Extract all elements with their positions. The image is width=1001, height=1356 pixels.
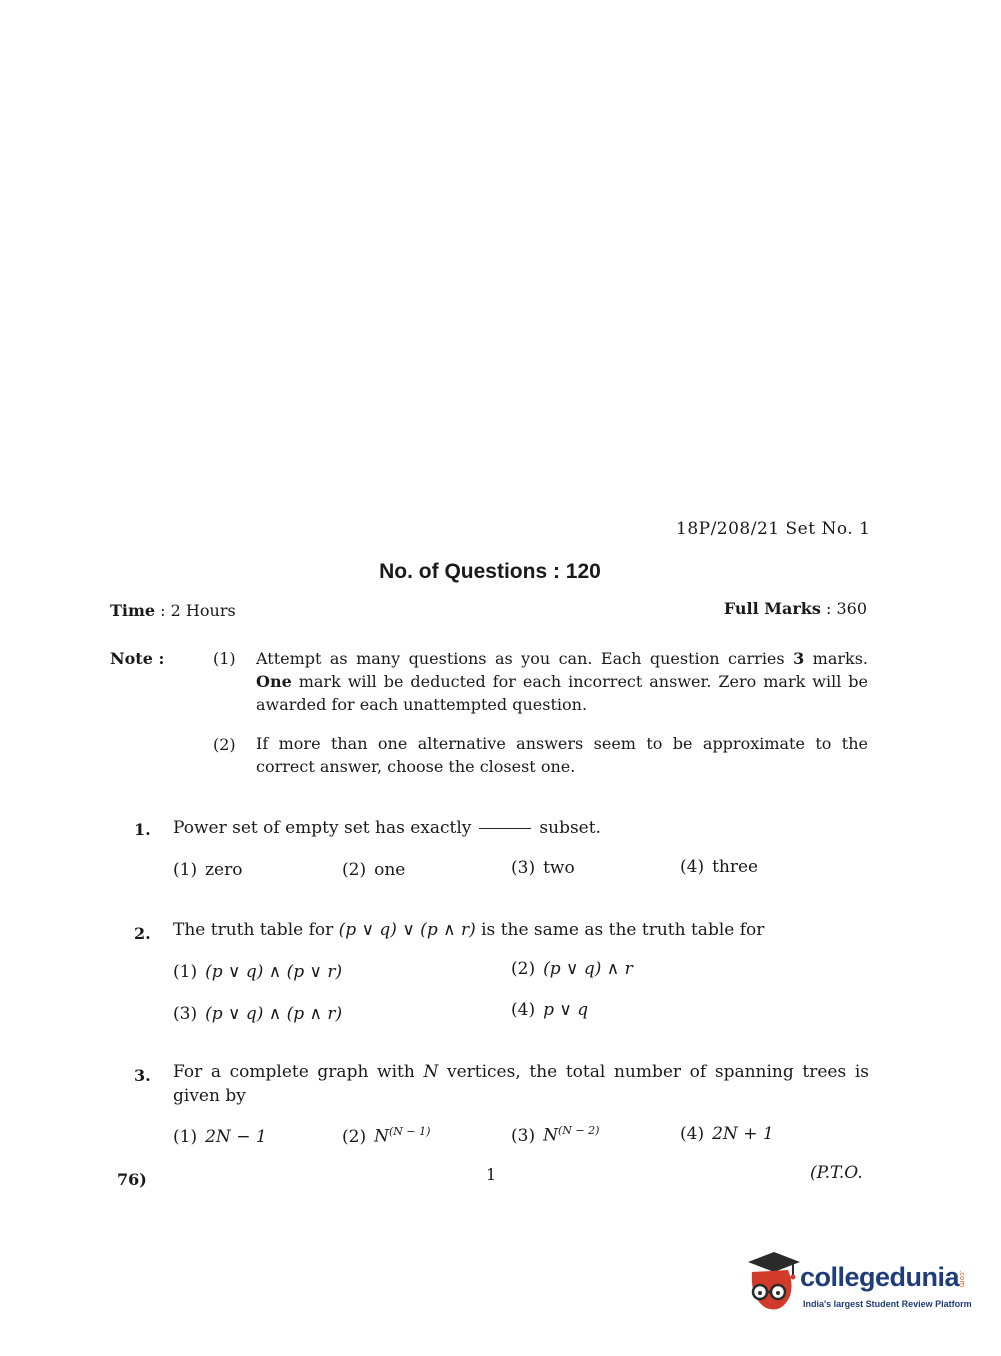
option xyxy=(511,1124,599,1146)
option-text: p ∨ q xyxy=(543,1000,589,1020)
option-text: 2N − 1 xyxy=(205,1127,267,1147)
option-base: N xyxy=(374,1126,389,1147)
option xyxy=(511,858,575,878)
question-text-part: subset. xyxy=(539,818,601,838)
option xyxy=(173,962,342,982)
option-number: (3) xyxy=(173,1004,198,1024)
note-text-part: marks. xyxy=(804,649,869,668)
question-text-part: Power set of empty set has exactly xyxy=(173,818,472,838)
option-base: N xyxy=(543,1125,558,1146)
option-number: (3) xyxy=(511,1125,536,1146)
question-text xyxy=(173,816,869,840)
brand-name: collegedunia xyxy=(800,1262,960,1292)
note-bold-one: One xyxy=(256,672,292,691)
collegedunia-logo-icon xyxy=(740,1248,802,1318)
question-text xyxy=(173,1060,869,1108)
question-text-part: The truth table for xyxy=(173,920,339,940)
option xyxy=(511,959,633,979)
question-number: 2. xyxy=(134,924,151,943)
question-number: 3. xyxy=(134,1066,151,1085)
option-text: two xyxy=(543,858,575,878)
question-text-part: For a complete graph with xyxy=(173,1062,424,1082)
option xyxy=(680,857,758,877)
option-number: (1) xyxy=(173,860,198,880)
math-variable: N xyxy=(423,1062,439,1082)
option-exponent: (N − 2) xyxy=(557,1124,600,1137)
time-info xyxy=(110,601,236,620)
question-text-part: vertices, the total number of spanning trees is given by xyxy=(173,1062,869,1106)
option xyxy=(511,1000,588,1020)
option-text: (p ∨ q) ∧ r xyxy=(543,959,633,979)
option-text: (p ∨ q) ∧ (p ∨ r) xyxy=(205,962,343,982)
option-text: zero xyxy=(205,860,243,880)
time-value: : 2 Hours xyxy=(155,601,236,620)
answer-blank xyxy=(479,828,531,829)
option-text: three xyxy=(712,857,759,877)
option-number: (2) xyxy=(342,1126,367,1147)
option-text: (p ∨ q) ∧ (p ∧ r) xyxy=(205,1004,343,1024)
option xyxy=(173,1004,342,1024)
paper-code: 18P/208/21 Set No. 1 xyxy=(676,519,871,539)
note-label: Note : xyxy=(110,649,165,668)
brand-suffix: .com xyxy=(958,1270,966,1288)
option xyxy=(173,860,242,880)
note-bold-marks: 3 xyxy=(793,649,805,668)
question-number: 1. xyxy=(134,820,151,839)
option xyxy=(680,1124,774,1144)
option-number: (3) xyxy=(511,858,536,878)
note-item-text: If more than one alternative answers seem to be approximate to the correct answer, choose the closest one. xyxy=(256,734,868,776)
option xyxy=(342,1125,430,1147)
question-text-part: is the same as the truth table for xyxy=(475,920,765,940)
option-number: (1) xyxy=(173,962,198,982)
question-text xyxy=(173,918,869,942)
option xyxy=(173,1127,267,1147)
full-marks-info xyxy=(724,599,867,618)
note-item-text xyxy=(256,647,868,716)
brand-tagline: India's largest Student Review Platform xyxy=(803,1299,972,1309)
note-text-part: mark will be deducted for each incorrect answer. Zero mark will be awarded for each unattempted question. xyxy=(256,672,868,714)
page-number: 1 xyxy=(486,1165,497,1184)
footer-code: 76) xyxy=(117,1170,147,1189)
option-text: 2N + 1 xyxy=(712,1124,774,1144)
option xyxy=(342,860,405,880)
note-item-number: (2) xyxy=(213,735,236,754)
math-expression: (p ∨ q) ∨ (p ∧ r) xyxy=(338,920,476,940)
option-number: (4) xyxy=(680,857,705,877)
number-of-questions: No. of Questions : 120 xyxy=(379,560,601,583)
option-number: (2) xyxy=(511,959,536,979)
option-number: (4) xyxy=(511,1000,536,1020)
marks-label: Full Marks xyxy=(723,599,821,618)
option-number: (4) xyxy=(680,1124,705,1144)
note-text-part: Attempt as many questions as you can. Each question carries xyxy=(256,649,794,668)
option-exponent: (N − 1) xyxy=(388,1125,431,1138)
marks-value: : 360 xyxy=(820,599,867,618)
pto-label: (P.T.O. xyxy=(810,1163,863,1183)
option-number: (1) xyxy=(173,1127,198,1147)
time-label: Time xyxy=(110,601,156,620)
note-item-number: (1) xyxy=(213,649,236,668)
option-text: one xyxy=(374,860,406,880)
option-number: (2) xyxy=(342,860,367,880)
